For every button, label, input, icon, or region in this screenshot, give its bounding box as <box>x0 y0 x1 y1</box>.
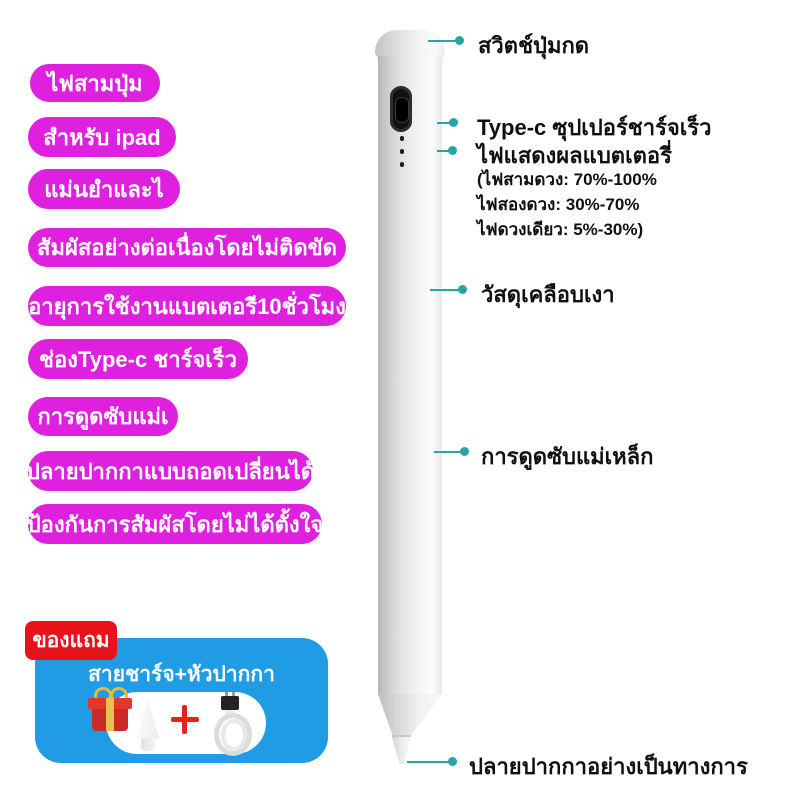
pen-tip-seam <box>392 735 411 737</box>
feature-pill-magnetic: การดูดซับแม่เ <box>28 397 178 436</box>
battery-led-dot <box>400 149 404 154</box>
callout-dot <box>455 36 464 45</box>
callout-line <box>428 40 455 42</box>
pen-body <box>378 56 442 694</box>
callout-label: วัสดุเคลือบเงา <box>481 282 615 307</box>
battery-legend-line2: ไฟสองดวง: 30%-70% <box>477 195 640 214</box>
callout-label: ปลายปากกาอย่างเป็นทางการ <box>469 754 748 779</box>
plus-icon <box>182 705 187 734</box>
feature-pill-smooth-touch: สัมผัสอย่างต่อเนื่องโดยไม่ติดขัด <box>28 228 346 267</box>
battery-led-dot <box>400 162 404 167</box>
battery-led-dot <box>400 136 404 141</box>
callout-label: ไฟแสดงผลแบตเตอรี่ <box>477 143 672 168</box>
pen-cap <box>375 30 445 58</box>
pen-cone <box>378 694 442 736</box>
feature-pill-three-lights: ไฟสามปุ่ม <box>30 64 160 102</box>
feature-pill-accurate: แม่นยำและไ <box>28 169 180 209</box>
feature-pill-for-ipad: สำหรับ ipad <box>28 117 176 157</box>
type-c-port-slot <box>395 97 409 123</box>
cable-loop <box>221 719 247 751</box>
freebie-title: สายชาร์จ+หัวปากกา <box>88 663 275 686</box>
feature-pill-battery-life: อายุการใช้งานแบตเตอรี10ชั่วโมง <box>28 286 346 326</box>
battery-legend-line1: (ไฟสามดวง: 70%-100% <box>477 170 657 189</box>
callout-label: สวิตช์ปุ่มกด <box>478 33 590 58</box>
pen-nib-base <box>141 738 155 751</box>
gift-icon <box>88 686 132 732</box>
gift-ribbon <box>106 698 114 731</box>
callout-dot <box>460 447 469 456</box>
usb-cable-icon <box>210 692 252 754</box>
feature-pill-replaceable-tip: ปลายปากกาแบบถอดเปลี่ยนได้ <box>28 451 313 491</box>
feature-pill-palm-rejection: ป้องกันการสัมผัสโดยไม่ได้ตั้งใจ <box>28 504 322 544</box>
callout-line <box>407 761 449 763</box>
freebie-badge: ของแถม <box>25 621 117 660</box>
callout-label: Type-c ซุปเปอร์ชาร์จเร็ว <box>477 115 712 140</box>
callout-dot <box>458 285 467 294</box>
callout-dot <box>448 146 457 155</box>
callout-label: การดูดซับแม่เหล็ก <box>481 444 654 469</box>
usb-connector <box>221 696 239 710</box>
battery-legend-line3: ไฟดวงเดียว: 5%-30%) <box>477 220 644 239</box>
callout-dot <box>448 757 457 766</box>
feature-pill-typec-fast-charge: ช่องType-c ชาร์จเร็ว <box>28 339 248 379</box>
callout-dot <box>449 118 458 127</box>
callout-line <box>434 451 461 453</box>
callout-line <box>430 289 459 291</box>
